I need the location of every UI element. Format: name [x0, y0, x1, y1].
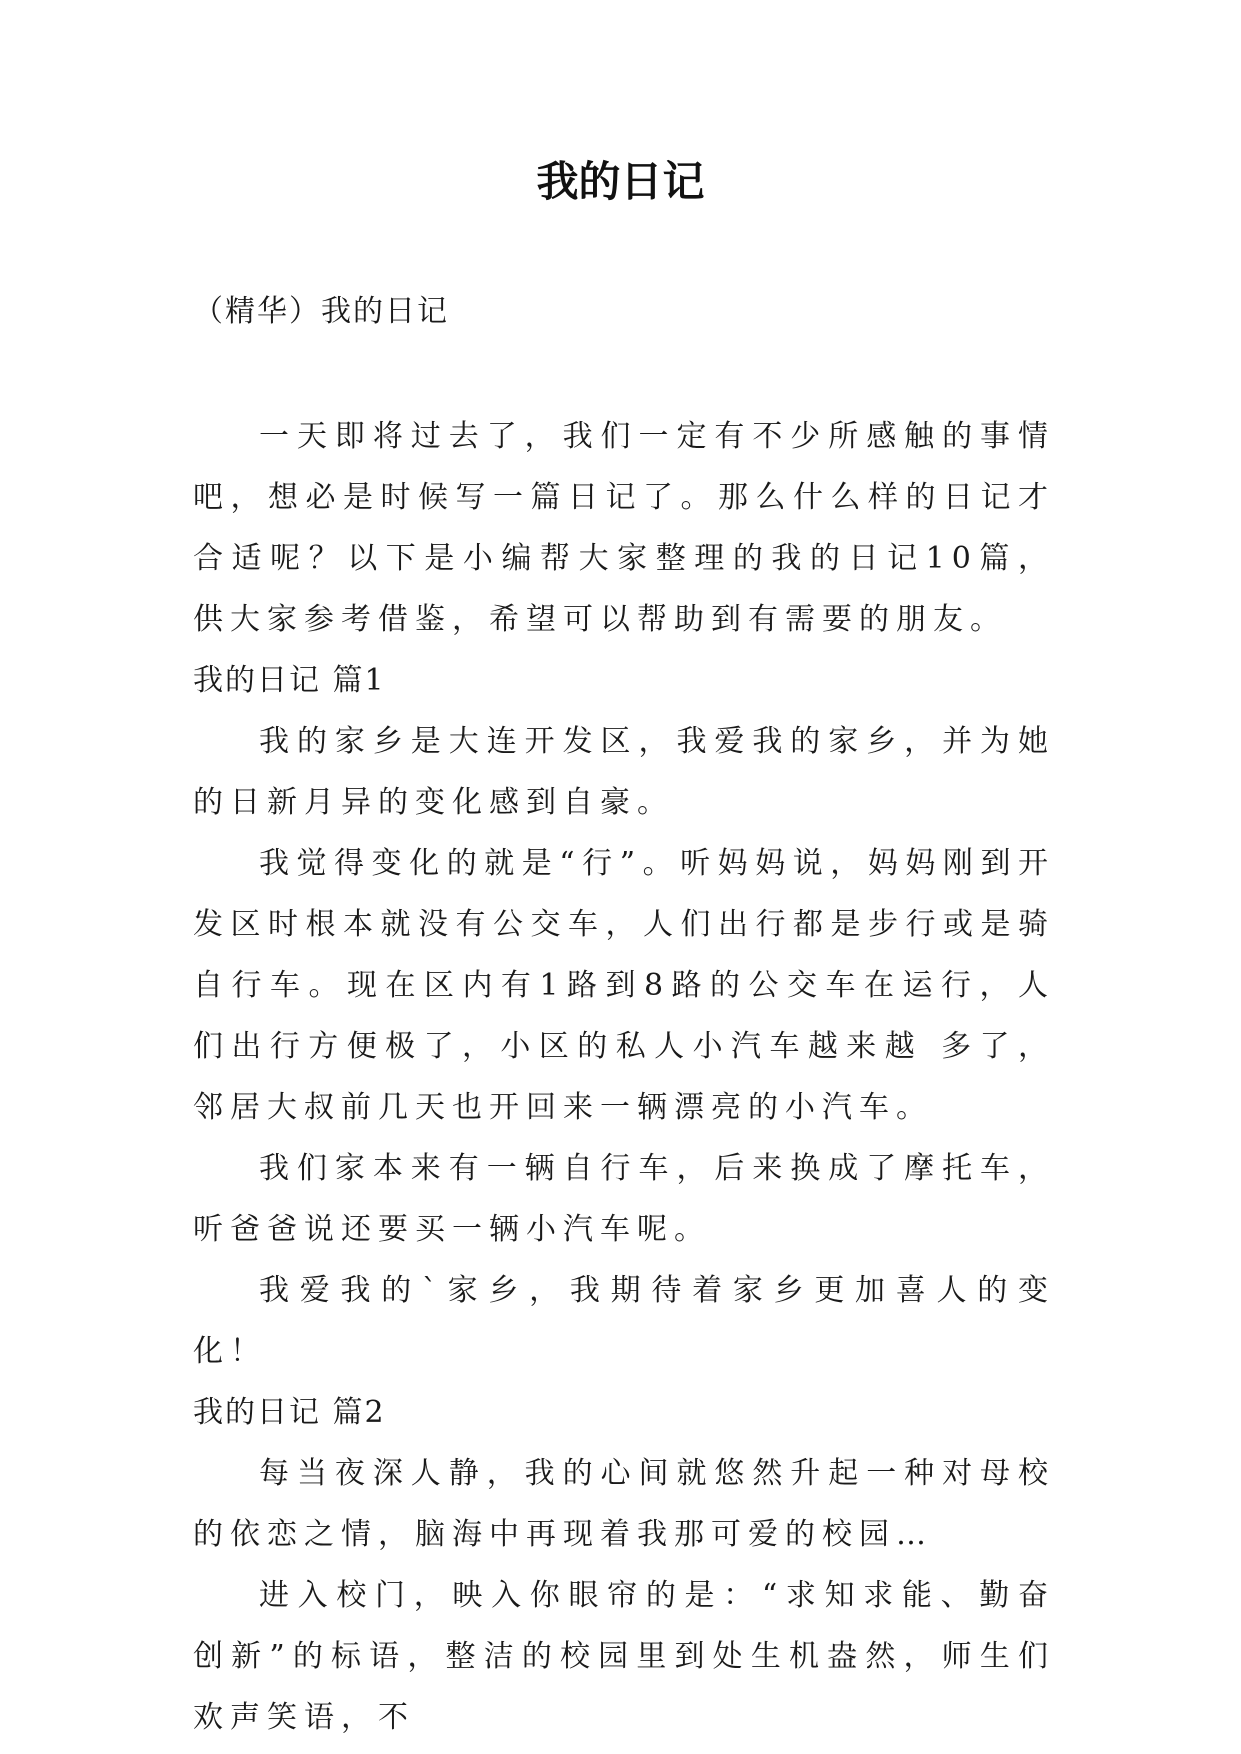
entry-2-paragraph: 每当夜深人静，我的心间就悠然升起一种对母校的依恋之情，脑海中再现着我那可爱的校园…	[193, 1456, 1055, 1552]
entry-heading-1: 我的日记 篇1	[193, 663, 386, 698]
document-title: 我的日记	[536, 157, 705, 206]
entry-2-paragraph: 进入校门，映入你眼帘的是：“求知求能、勤奋创新”的标语，整洁的校园里到处生机盎然，师生们欢声笑语，不	[193, 1578, 1055, 1735]
intro-paragraph: 一天即将过去了，我们一定有不少所感触的事情吧，想必是时候写一篇日记了。那么什么样的日记才合适呢？以下是小编帮大家整理的我的日记10篇，供大家参考借鉴，希望可以帮助到有需要的朋友。	[193, 419, 1055, 637]
document-body	[193, 406, 1055, 1748]
entry-1-paragraph: 我爱我的`家乡，我期待着家乡更加喜人的变化！	[193, 1273, 1055, 1369]
entry-1-paragraph: 我的家乡是大连开发区，我爱我的家乡，并为她的日新月异的变化感到自豪。	[193, 724, 1055, 820]
entry-1-paragraph: 我们家本来有一辆自行车，后来换成了摩托车，听爸爸说还要买一辆小汽车呢。	[193, 1151, 1055, 1247]
entry-heading-2: 我的日记 篇2	[193, 1395, 386, 1430]
entry-1-paragraph: 我觉得变化的就是“行”。听妈妈说，妈妈刚到开发区时根本就没有公交车，人们出行都是步行或是骑自行车。现在区内有1路到8路的公交车在运行，人们出行方便极了，小区的私人小汽车越来越 多了，邻居大叔前几天也开回来一辆漂亮的小汽车。	[193, 846, 1055, 1125]
document-subtitle: （精华）我的日记	[193, 294, 449, 329]
